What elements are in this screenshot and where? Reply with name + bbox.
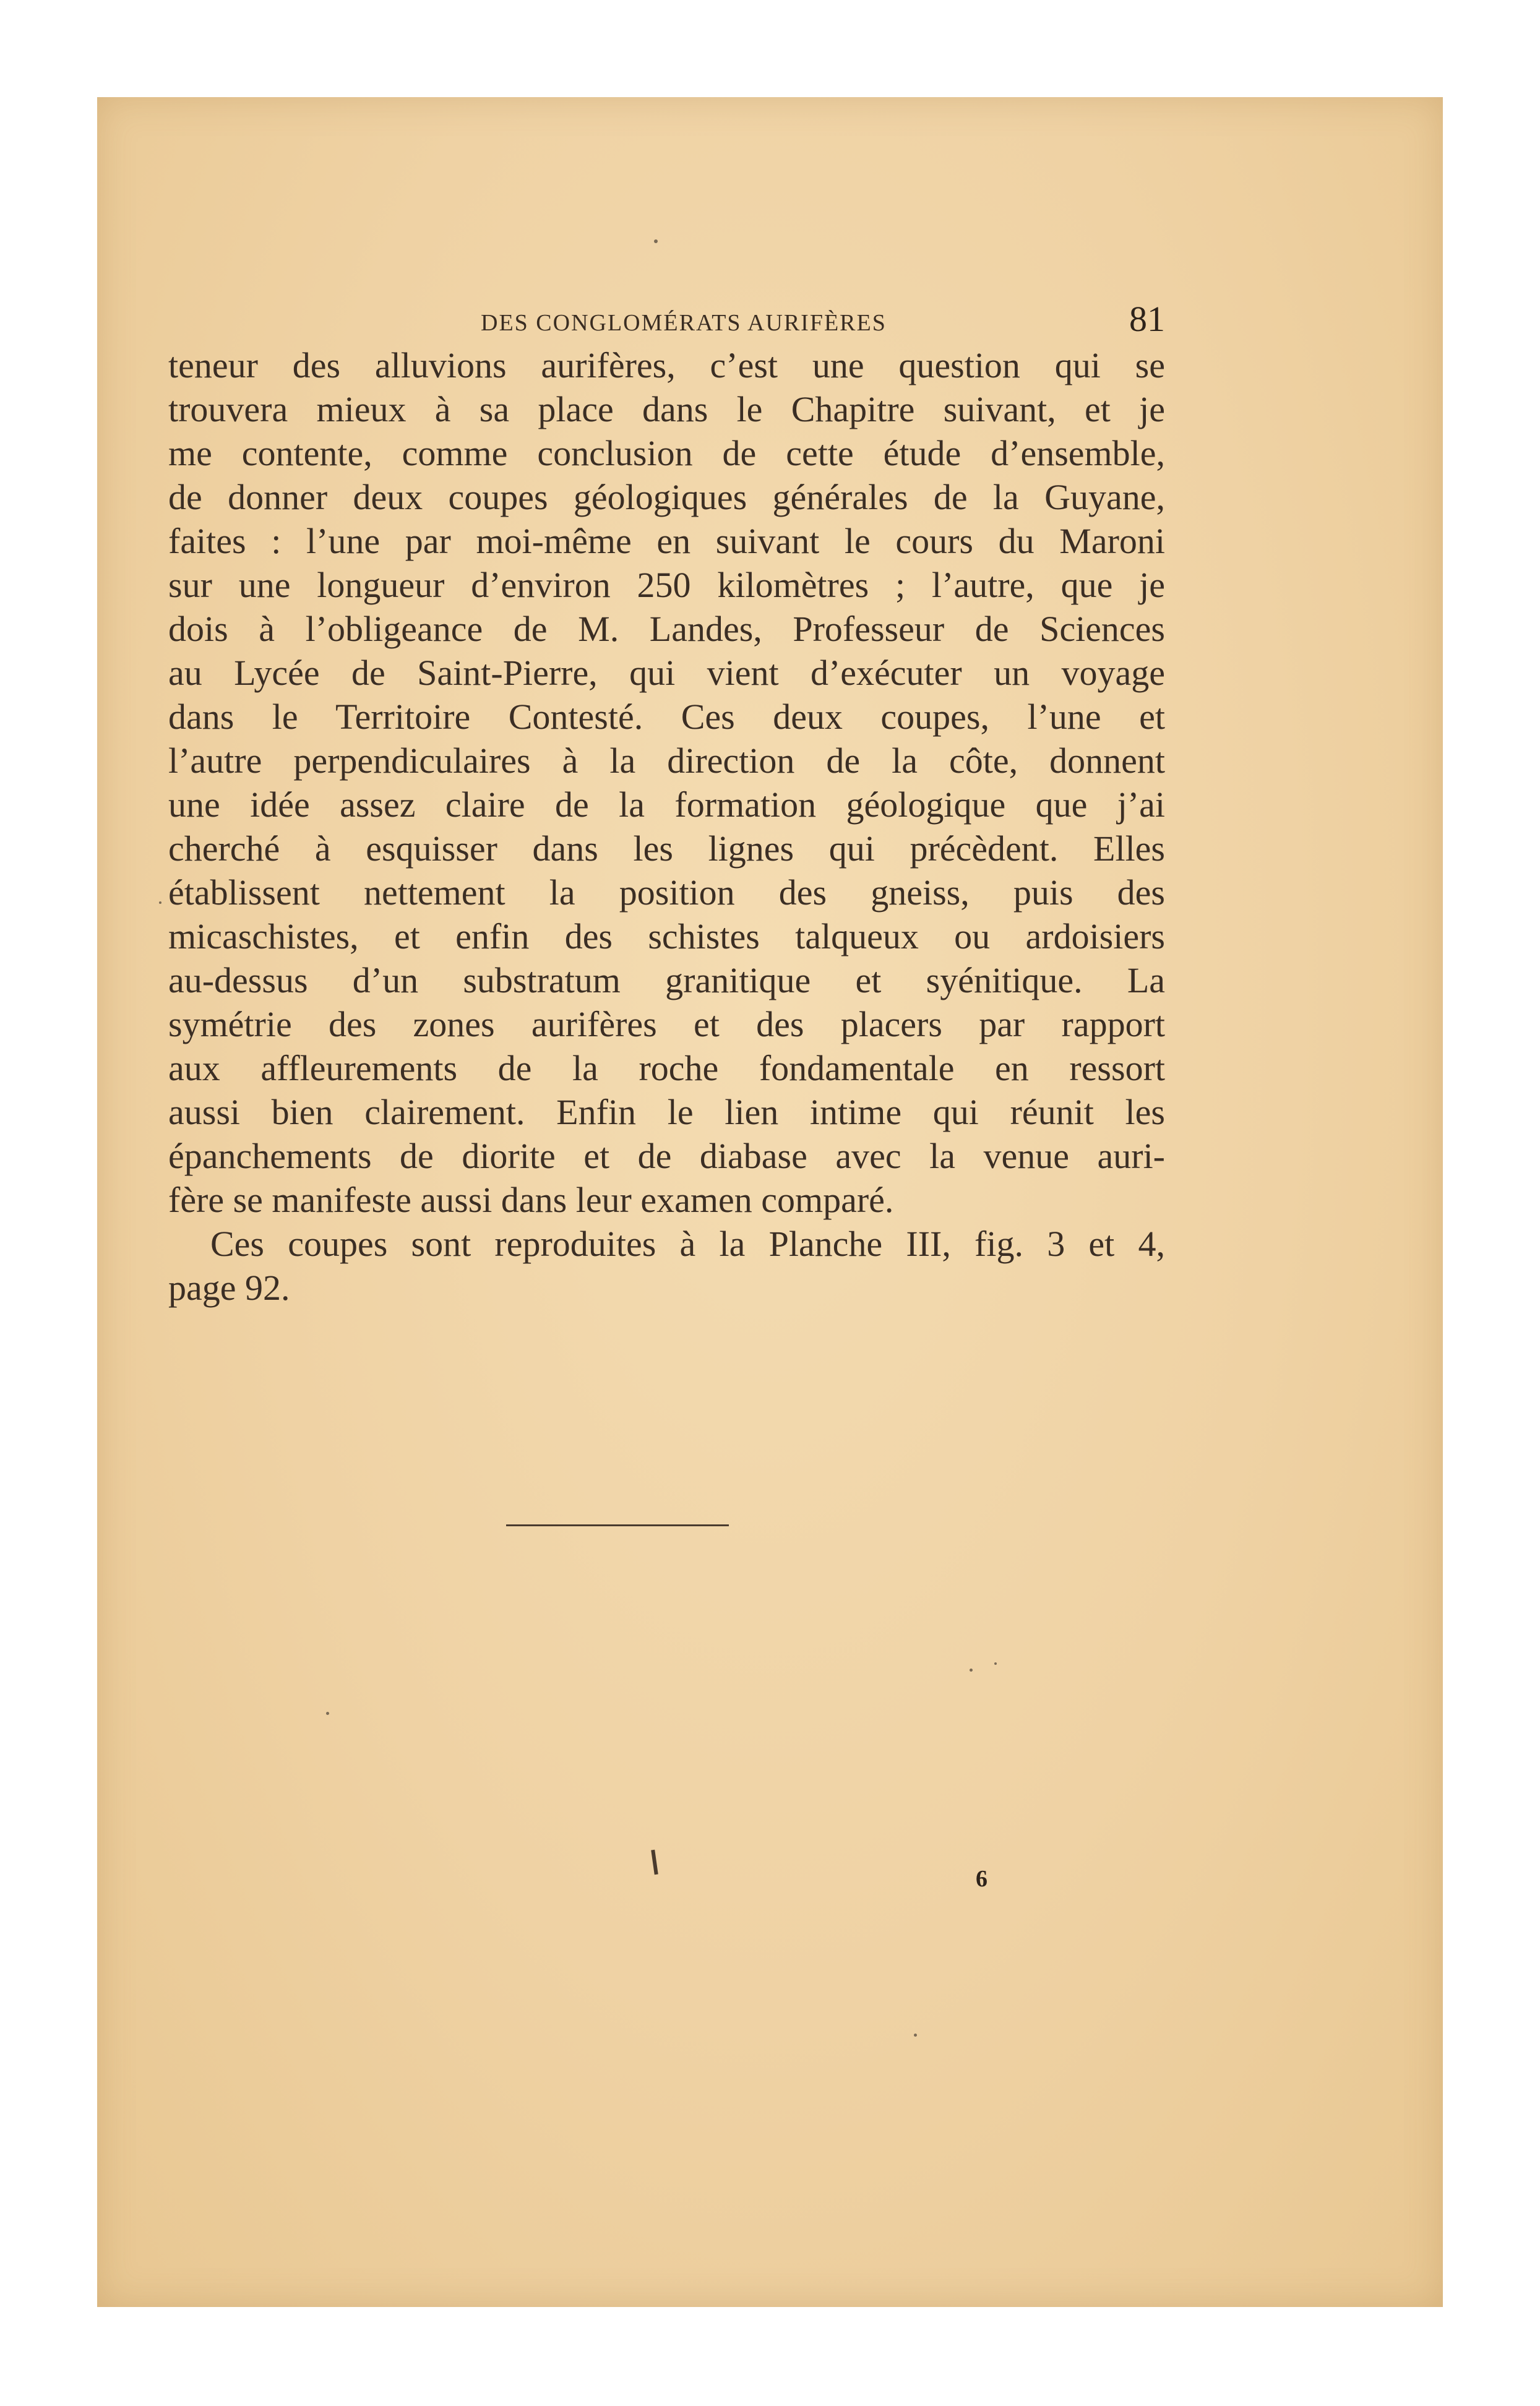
body-text (168, 343, 1165, 1310)
text-line: faites : l’une par moi-même en suivant le cours du Maroni (168, 521, 1165, 561)
text-line: symétrie des zones aurifères et des placers par rapport (168, 1004, 1165, 1044)
text-line: dans le Territoire Contesté. Ces deux coupes, l’une et (168, 697, 1165, 737)
text-line: sur une longueur d’environ 250 kilomètres ; l’autre, que je (168, 565, 1165, 605)
text-line: établissent nettement la position des gneiss, puis des (168, 872, 1165, 913)
text-line: cherché à esquisser dans les lignes qui précèdent. Elles (168, 828, 1165, 869)
text-line: au Lycée de Saint-Pierre, qui vient d’exécuter un voyage (168, 653, 1165, 693)
signature-mark: 6 (976, 1866, 987, 1892)
page-number: 81 (1129, 299, 1165, 339)
text-line: trouvera mieux à sa place dans le Chapitre suivant, et je (168, 389, 1165, 429)
text-line: Ces coupes sont reproduites à la Planche III, fig. 3 et 4, (210, 1224, 1165, 1264)
text-line: une idée assez claire de la formation géologique que j’ai (168, 784, 1165, 825)
section-rule (506, 1524, 729, 1526)
text-line: micaschistes, et enfin des schistes talqueux ou ardoisiers (168, 916, 1165, 956)
text-line: l’autre perpendiculaires à la direction de la côte, donnent (168, 741, 1165, 781)
text-line: fère se manifeste aussi dans leur examen comparé. (168, 1180, 894, 1220)
text-line: au-dessus d’un substratum granitique et syénitique. La (168, 960, 1165, 1000)
text-line: teneur des alluvions aurifères, c’est une question qui se (168, 345, 1165, 385)
running-head (168, 298, 1165, 348)
text-line: de donner deux coupes géologiques générales de la Guyane, (168, 477, 1165, 517)
text-line: aussi bien clairement. Enfin le lien intime qui réunit les (168, 1092, 1165, 1132)
text-line: me contente, comme conclusion de cette étude d’ensemble, (168, 433, 1165, 473)
text-line: épanchements de diorite et de diabase avec la venue auri- (168, 1136, 1165, 1176)
running-head-title: DES CONGLOMÉRATS AURIFÈRES (481, 310, 887, 336)
text-line: aux affleurements de la roche fondamentale en ressort (168, 1048, 1165, 1088)
text-line: page 92. (168, 1268, 290, 1308)
text-line: dois à l’obligeance de M. Landes, Professeur de Sciences (168, 609, 1165, 649)
